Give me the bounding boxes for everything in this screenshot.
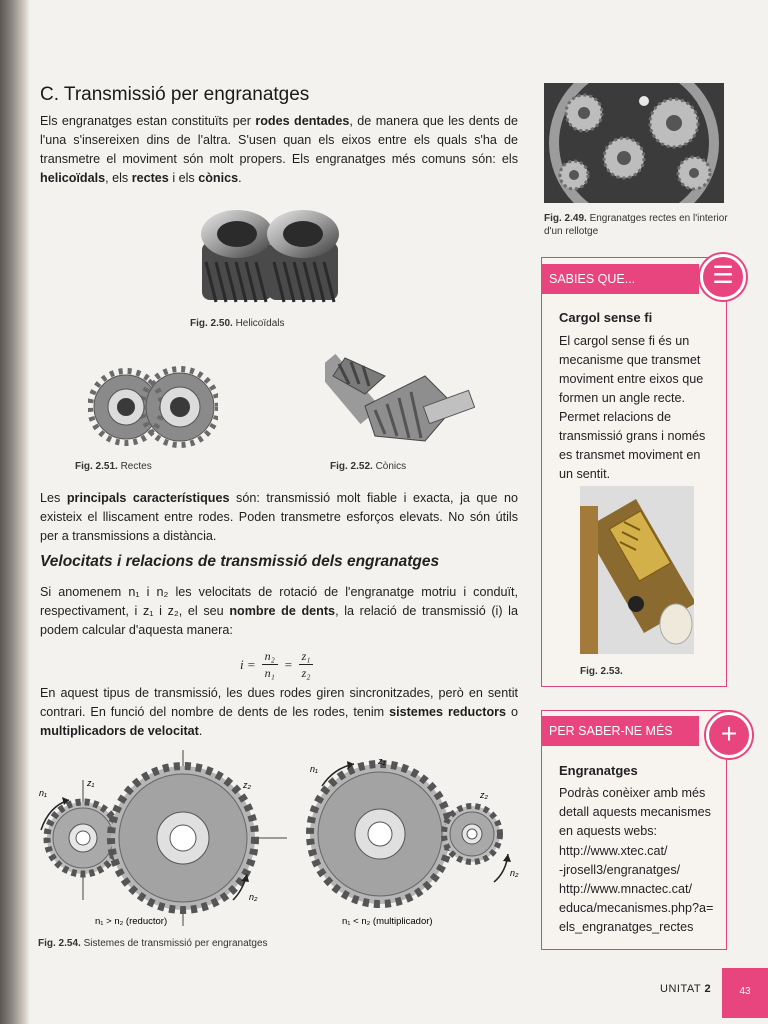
n2-label: n₂: [510, 868, 519, 878]
plus-icon: +: [706, 712, 752, 758]
n1-label: n₁: [310, 764, 318, 774]
z1-label: z₁: [378, 756, 386, 766]
z2-label: z₂: [480, 790, 488, 800]
fig-2-50-caption: Fig. 2.50. Helicoïdals: [190, 318, 285, 329]
worm-gear-photo: [580, 486, 694, 654]
chat-bubble-icon: ☰: [700, 254, 746, 300]
fig-2-52-caption: Fig. 2.52. Cònics: [330, 461, 407, 472]
reducer-caption: n₁ > n₂ (reductor): [95, 916, 168, 927]
teeth-fraction: $\frac{\text{z₁}}{\text{z₂}}$: [299, 648, 314, 681]
helical-gears-photo: [190, 202, 350, 310]
transmission-ratio-formula: i = $\frac{\text{n₂}}{\text{n₁}}$ = $\frac{\text{z₁}}{\text{z₂}}$: [240, 648, 313, 681]
fig-2-54-caption: Fig. 2.54. Sistemes de transmissió per engranatges: [38, 938, 268, 949]
z2-label: z₂: [243, 780, 251, 790]
per-saber-ne-mes-header: PER SABER-NE MÉS: [541, 716, 699, 746]
spur-gears-photo: [88, 362, 218, 452]
multiplier-gear-diagram: [300, 750, 530, 930]
book-spine-shadow: [0, 0, 30, 1024]
clock-gears-photo: [544, 83, 724, 203]
link-xtec[interactable]: http://www.xtec.cat/ -jrosell3/engranatges/: [559, 844, 681, 877]
velocity-paragraph-2: En aquest tipus de transmissió, les dues rodes giren sincronitzades, però en sentit contrari. En funció del nombre de dents de les rodes, tenim sistemes reductors o multiplicadors de velocitat.: [40, 686, 519, 738]
sabies-que-text: El cargol sense fi és un mecanisme que transmet moviment entre eixos que formen un angle recte. Permet relacions de transmissió grans i només es transmet moviment en un sentit.: [559, 334, 706, 481]
sabies-que-title: Cargol sense fi: [559, 310, 653, 325]
unit-label: UNITAT 2: [660, 983, 712, 995]
per-saber-ne-mes-title: Engranatges: [559, 763, 638, 778]
sabies-que-header: SABIES QUE...: [541, 264, 699, 294]
n2-label: n₂: [249, 892, 258, 902]
speed-fraction: $\frac{\text{n₂}}{\text{n₁}}$: [262, 648, 278, 681]
n1-label: n₁: [39, 788, 47, 798]
fig-2-51-caption: Fig. 2.51. Rectes: [75, 461, 152, 472]
characteristics-paragraph: Les principals característiques són: transmissió molt fiable i exacta, ja que no existeix el lliscament entre rodes. Poden transmetre esforços elevats. No són útils per a transmissions a distància.: [40, 491, 518, 543]
fig-2-49-caption: Fig. 2.49. Engranatges rectes en l'interior d'un rellotge: [544, 213, 728, 237]
section-title: C. Transmissió per engranatges: [40, 84, 310, 105]
velocity-paragraph-1: Si anomenem n₁ i n₂ les velocitats de rotació de l'engranatge motriu i conduït, respectivament, i z₁ i z₂, el seu nombre de dents, la relació de transmissió (i) la podem calcular d'aquesta manera:: [40, 585, 518, 637]
reducer-gear-diagram: [35, 750, 295, 930]
intro-paragraph: Els engranatges estan constituïts per rodes dentades, de manera que les dents de l'una s'insereixen dins de l'altra. S'usen quan els eixos entre els quals s'ha de transmetre el moviment són molt propers. Els engranatges més comuns són: els helicoïdals, els rectes i els cònics.: [40, 114, 518, 185]
z1-label: z₁: [87, 778, 95, 788]
fig-2-53-caption: Fig. 2.53.: [580, 666, 623, 677]
bevel-gears-photo: [325, 346, 475, 446]
link-mnactec[interactable]: http://www.mnactec.cat/ educa/mecanismes.php?a= els_engranatges_rectes: [559, 882, 714, 934]
page-number: 43: [722, 968, 768, 1018]
per-saber-ne-mes-text: Podràs conèixer amb més detall aquests mecanismes en aquests webs:: [559, 786, 711, 838]
velocity-subheading: Velocitats i relacions de transmissió dels engranatges: [40, 553, 440, 570]
multiplier-caption: n₁ < n₂ (multiplicador): [342, 916, 433, 927]
